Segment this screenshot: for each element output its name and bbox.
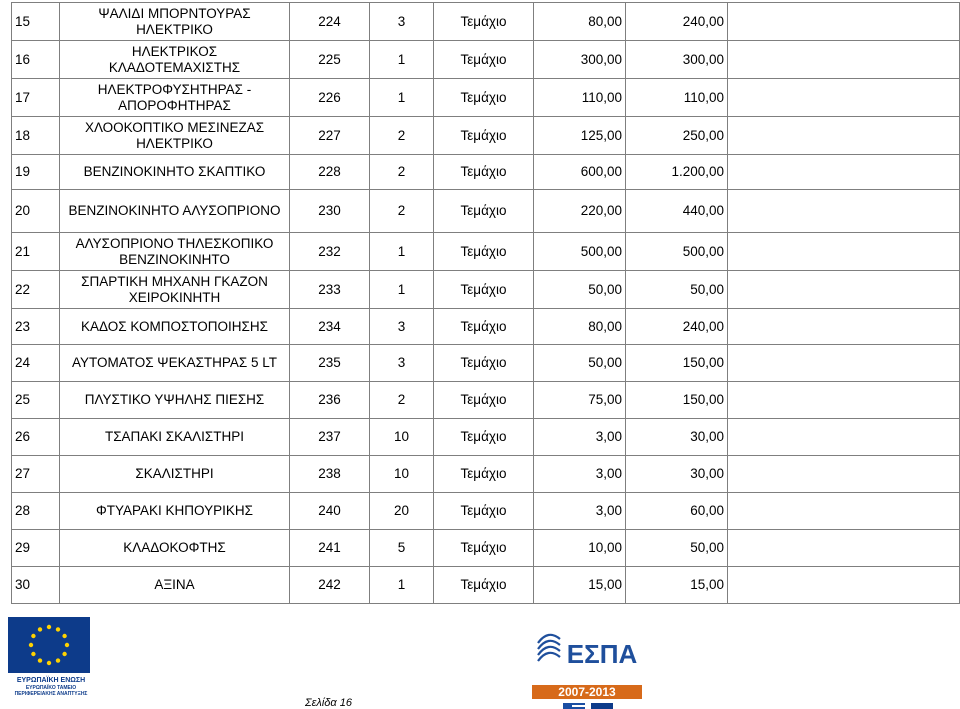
greek-flag-icon	[563, 703, 585, 709]
item-unit-price: 300,00	[534, 41, 626, 79]
item-description	[60, 41, 290, 79]
table-row	[12, 117, 960, 155]
row-number: 25	[12, 382, 60, 419]
item-unit-price: 10,00	[534, 530, 626, 567]
item-description	[60, 155, 290, 190]
item-description-line: ΚΛΑΔΟΚΟΦΤΗΣ	[123, 540, 226, 555]
item-unit-price: 600,00	[534, 155, 626, 190]
item-unit-price: 500,00	[534, 233, 626, 271]
item-total: 240,00	[626, 309, 728, 345]
item-quantity: 1	[370, 271, 434, 309]
item-total: 30,00	[626, 419, 728, 456]
item-unit-price: 3,00	[534, 493, 626, 530]
item-unit: Τεμάχιο	[434, 456, 534, 493]
item-code: 233	[290, 271, 370, 309]
item-description	[60, 3, 290, 41]
item-code: 226	[290, 79, 370, 117]
row-number: 26	[12, 419, 60, 456]
item-code: 225	[290, 41, 370, 79]
espa-title: ΕΣΠΑ	[566, 639, 638, 669]
table-row	[12, 79, 960, 117]
item-unit-price: 220,00	[534, 190, 626, 233]
row-number: 15	[12, 3, 60, 41]
eu-small-flag-icon	[591, 703, 613, 709]
empty-cell	[728, 419, 960, 456]
item-description-line: ΣΠΑΡΤΙΚΗ ΜΗΧΑΝΗ ΓΚΑΖΟΝ	[81, 273, 268, 289]
items-table-body	[12, 3, 960, 604]
item-total: 30,00	[626, 456, 728, 493]
row-number: 23	[12, 309, 60, 345]
item-code: 230	[290, 190, 370, 233]
table-row	[12, 309, 960, 345]
table-row	[12, 190, 960, 233]
item-description-line: ΧΕΙΡΟΚΙΝΗΤΗ	[128, 289, 221, 305]
item-total: 500,00	[626, 233, 728, 271]
row-number: 30	[12, 567, 60, 604]
item-description-line: ΑΞΙΝΑ	[154, 577, 195, 592]
item-description-line: ΒΕΝΖΙΝΟΚΙΝΗΤΟ	[119, 251, 230, 267]
espa-years: 2007-2013	[532, 685, 642, 699]
item-quantity: 2	[370, 190, 434, 233]
empty-cell	[728, 233, 960, 271]
row-number: 24	[12, 345, 60, 382]
table-row	[12, 456, 960, 493]
item-quantity: 1	[370, 79, 434, 117]
items-table	[11, 2, 960, 604]
item-total: 50,00	[626, 530, 728, 567]
item-total: 250,00	[626, 117, 728, 155]
item-quantity: 10	[370, 456, 434, 493]
item-description	[60, 233, 290, 271]
table-row	[12, 493, 960, 530]
table-row	[12, 41, 960, 79]
empty-cell	[728, 117, 960, 155]
item-quantity: 1	[370, 567, 434, 604]
item-description	[60, 530, 290, 567]
item-unit: Τεμάχιο	[434, 419, 534, 456]
item-description-line: ΣΚΑΛΙΣΤΗΡΙ	[135, 466, 214, 481]
eu-fund-line-1: ΕΥΡΩΠΑΪΚΟ ΤΑΜΕΙΟ	[25, 685, 77, 691]
item-description	[60, 419, 290, 456]
item-code: 234	[290, 309, 370, 345]
empty-cell	[728, 3, 960, 41]
empty-cell	[728, 309, 960, 345]
item-quantity: 10	[370, 419, 434, 456]
item-quantity: 2	[370, 382, 434, 419]
item-unit: Τεμάχιο	[434, 271, 534, 309]
eu-star-icon	[47, 661, 51, 665]
item-description-line: ΧΛΟΟΚΟΠΤΙΚΟ ΜΕΣΙΝΕΖΑΣ	[84, 119, 265, 135]
item-quantity: 5	[370, 530, 434, 567]
item-code: 238	[290, 456, 370, 493]
empty-cell	[728, 567, 960, 604]
item-unit-price: 3,00	[534, 419, 626, 456]
item-quantity: 1	[370, 233, 434, 271]
item-description	[60, 345, 290, 382]
eu-star-icon	[38, 658, 42, 662]
eu-star-icon	[29, 643, 33, 647]
item-code: 232	[290, 233, 370, 271]
item-code: 227	[290, 117, 370, 155]
empty-cell	[728, 190, 960, 233]
item-quantity: 20	[370, 493, 434, 530]
item-quantity: 3	[370, 3, 434, 41]
row-number: 16	[12, 41, 60, 79]
table-row	[12, 345, 960, 382]
eu-star-icon	[56, 658, 60, 662]
item-total: 150,00	[626, 345, 728, 382]
item-description	[60, 382, 290, 419]
item-quantity: 1	[370, 41, 434, 79]
item-unit-price: 80,00	[534, 309, 626, 345]
item-unit-price: 80,00	[534, 3, 626, 41]
item-code: 236	[290, 382, 370, 419]
row-number: 21	[12, 233, 60, 271]
item-quantity: 2	[370, 117, 434, 155]
row-number: 19	[12, 155, 60, 190]
eu-star-icon	[31, 652, 35, 656]
item-unit: Τεμάχιο	[434, 79, 534, 117]
item-description	[60, 271, 290, 309]
item-code: 241	[290, 530, 370, 567]
row-number: 22	[12, 271, 60, 309]
item-total: 50,00	[626, 271, 728, 309]
item-unit-price: 125,00	[534, 117, 626, 155]
item-description-line: ΒΕΝΖΙΝΟΚΙΝΗΤΟ ΣΚΑΠΤΙΚΟ	[83, 164, 266, 179]
item-quantity: 2	[370, 155, 434, 190]
item-code: 242	[290, 567, 370, 604]
row-number: 17	[12, 79, 60, 117]
item-unit: Τεμάχιο	[434, 345, 534, 382]
item-code: 235	[290, 345, 370, 382]
eu-star-icon	[62, 652, 66, 656]
row-number: 29	[12, 530, 60, 567]
item-description-line: ΑΛΥΣΟΠΡΙΟΝΟ ΤΗΛΕΣΚΟΠΙΚΟ	[75, 235, 274, 251]
eu-star-icon	[38, 627, 42, 631]
espa-emblem	[532, 627, 644, 685]
item-code: 224	[290, 3, 370, 41]
item-unit-price: 75,00	[534, 382, 626, 419]
item-total: 440,00	[626, 190, 728, 233]
item-code: 240	[290, 493, 370, 530]
table-row	[12, 530, 960, 567]
item-description-line: ΚΛΑΔΟΤΕΜΑΧΙΣΤΗΣ	[108, 59, 241, 75]
item-unit-price: 50,00	[534, 271, 626, 309]
row-number: 27	[12, 456, 60, 493]
item-unit-price: 15,00	[534, 567, 626, 604]
eu-fund-line-2: ΠΕΡΙΦΕΡΕΙΑΚΗΣ ΑΝΑΠΤΥΞΗΣ	[14, 691, 88, 697]
eu-star-icon	[62, 634, 66, 638]
item-description-line: ΒΕΝΖΙΝΟΚΙΝΗΤΟ ΑΛΥΣΟΠΡΙΟΝΟ	[68, 203, 281, 218]
flags-row	[532, 703, 644, 709]
empty-cell	[728, 530, 960, 567]
item-unit: Τεμάχιο	[434, 3, 534, 41]
item-description-line: ΠΛΥΣΤΙΚΟ ΥΨΗΛΗΣ ΠΙΕΣΗΣ	[84, 392, 265, 407]
empty-cell	[728, 456, 960, 493]
eu-caption: ΕΥΡΩΠΑΪΚΗ ΕΝΩΣΗ	[16, 677, 86, 684]
item-unit-price: 50,00	[534, 345, 626, 382]
item-total: 300,00	[626, 41, 728, 79]
espa-logo	[532, 627, 644, 709]
empty-cell	[728, 271, 960, 309]
item-total: 110,00	[626, 79, 728, 117]
item-description	[60, 190, 290, 233]
item-description-line: ΚΑΔΟΣ ΚΟΜΠΟΣΤΟΠΟΙΗΣΗΣ	[81, 318, 268, 334]
page-number: Σελίδα 16	[305, 697, 352, 709]
row-number: 28	[12, 493, 60, 530]
eu-logo	[6, 617, 96, 709]
row-number: 18	[12, 117, 60, 155]
table-row	[12, 3, 960, 41]
item-description	[60, 79, 290, 117]
item-description-line: ΤΣΑΠΑΚΙ ΣΚΑΛΙΣΤΗΡΙ	[104, 429, 245, 444]
item-description-line: ΦΤΥΑΡΑΚΙ ΚΗΠΟΥΡΙΚΗΣ	[96, 503, 253, 518]
item-description-line: ΗΛΕΚΤΡΙΚΟΣ	[131, 43, 218, 59]
item-unit: Τεμάχιο	[434, 41, 534, 79]
empty-cell	[728, 79, 960, 117]
item-unit: Τεμάχιο	[434, 493, 534, 530]
item-unit: Τεμάχιο	[434, 233, 534, 271]
item-unit: Τεμάχιο	[434, 382, 534, 419]
item-description-line: ΑΥΤΟΜΑΤΟΣ ΨΕΚΑΣΤΗΡΑΣ 5 LT	[71, 355, 278, 370]
item-unit: Τεμάχιο	[434, 117, 534, 155]
item-description	[60, 117, 290, 155]
eu-star-icon	[31, 634, 35, 638]
empty-cell	[728, 382, 960, 419]
item-unit: Τεμάχιο	[434, 530, 534, 567]
empty-cell	[728, 41, 960, 79]
item-unit: Τεμάχιο	[434, 155, 534, 190]
item-description	[60, 493, 290, 530]
item-total: 15,00	[626, 567, 728, 604]
item-description	[60, 456, 290, 493]
item-description	[60, 567, 290, 604]
item-total: 1.200,00	[626, 155, 728, 190]
empty-cell	[728, 345, 960, 382]
item-description	[60, 309, 290, 345]
eu-star-icon	[47, 625, 51, 629]
item-quantity: 3	[370, 345, 434, 382]
eu-star-icon	[56, 627, 60, 631]
item-unit-price: 110,00	[534, 79, 626, 117]
table-row	[12, 567, 960, 604]
table-row	[12, 271, 960, 309]
empty-cell	[728, 155, 960, 190]
item-unit: Τεμάχιο	[434, 190, 534, 233]
table-row	[12, 233, 960, 271]
item-total: 240,00	[626, 3, 728, 41]
item-code: 228	[290, 155, 370, 190]
item-description-line: ΗΛΕΚΤΡΙΚΟ	[136, 135, 213, 151]
eu-star-icon	[65, 643, 69, 647]
item-quantity: 3	[370, 309, 434, 345]
item-unit: Τεμάχιο	[434, 309, 534, 345]
item-description-line: ΑΠΟΡΟΦΗΤΗΡΑΣ	[118, 97, 231, 113]
empty-cell	[728, 493, 960, 530]
eu-flag-icon	[8, 617, 90, 673]
table-row	[12, 419, 960, 456]
item-unit-price: 3,00	[534, 456, 626, 493]
item-total: 150,00	[626, 382, 728, 419]
item-unit: Τεμάχιο	[434, 567, 534, 604]
table-row	[12, 155, 960, 190]
item-description-line: ΗΛΕΚΤΡΟΦΥΣΗΤΗΡΑΣ -	[97, 81, 252, 97]
row-number: 20	[12, 190, 60, 233]
item-code: 237	[290, 419, 370, 456]
item-description-line: ΨΑΛΙΔΙ ΜΠΟΡΝΤΟΥΡΑΣ	[98, 5, 251, 21]
item-description-line: ΗΛΕΚΤΡΙΚΟ	[136, 21, 213, 37]
table-row	[12, 382, 960, 419]
item-total: 60,00	[626, 493, 728, 530]
